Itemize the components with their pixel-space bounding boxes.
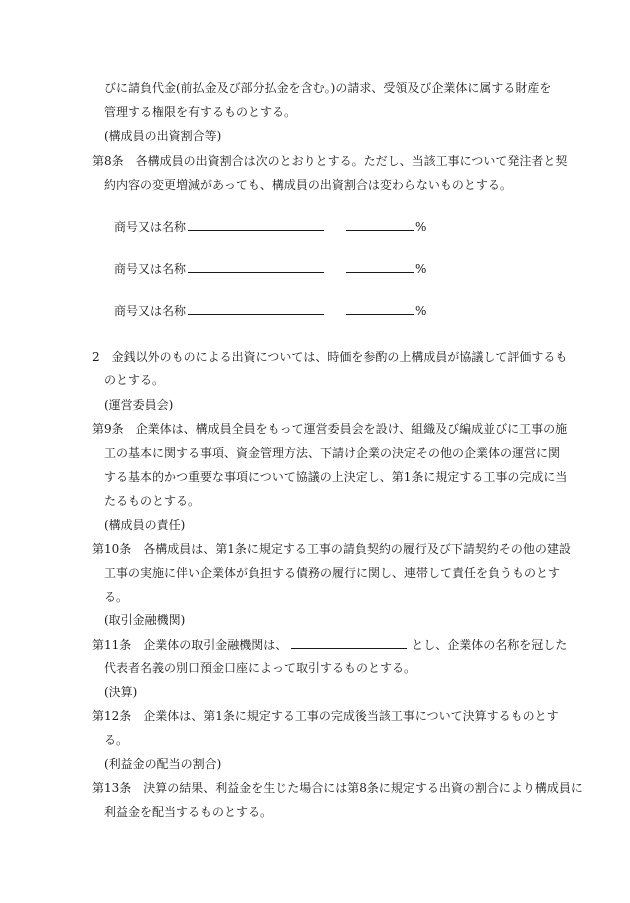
text-line: 約内容の変更増減があっても、構成員の出資割合は変わらないものとする。 [104,178,512,192]
share-percent-blank [346,302,414,315]
share-percent-blank [346,218,414,231]
text-line: 代表者名義の別口預金口座によって取引するものとする。 [104,661,417,675]
text-line: 利益金を配当するものとする。 [104,805,273,819]
share-row-label: 商号又は名称 [114,220,187,234]
section-heading: (決算) [104,685,138,699]
company-name-blank [188,260,324,273]
text-line: する基本的かつ重要な事項について協議の上決定し、第1条に規定する工事の完成に当 [104,470,568,484]
share-row [114,218,426,235]
article-8-line: 第8条 各構成員の出資割合は次のとおりとする。ただし、当該工事について発注者と契 [92,154,568,168]
company-name-blank [188,218,324,231]
text-line: 工の基本に関する事項、資金管理方法、下請け企業の決定その他の企業体の運営に関 [104,446,561,460]
section-heading: (利益金の配当の割合) [104,757,222,771]
article-11-suffix: とし、企業体の名称を冠した [411,638,568,652]
text-line: びに請負代金(前払金及び部分払金を含む。)の請求、受領及び企業体に属する財産を [104,81,552,95]
percent-sign: % [415,220,427,234]
bank-name-blank [291,636,407,649]
percent-sign: % [415,304,427,318]
share-percent-blank [346,260,414,273]
section-heading: (構成員の責任) [104,518,186,532]
share-row-label: 商号又は名称 [114,262,187,276]
share-row-label: 商号又は名称 [114,304,187,318]
company-name-blank [188,302,324,315]
paragraph-2-line: 2 金銭以外のものによる出資については、時価を参酌の上構成員が協議して評価するも [92,350,568,364]
section-heading: (運営委員会) [104,398,174,412]
article-10-line: 第10条 各構成員は、第1条に規定する工事の請負契約の履行及び下請契約その他の建設 [92,542,571,556]
share-row [114,302,426,319]
section-heading: (構成員の出資割合等) [104,129,222,143]
text-line: たるものとする。 [104,494,201,508]
text-line: る。 [104,590,129,604]
article-12-line: 第12条 企業体は、第1条に規定する工事の完成後当該工事について決算するものとす [92,709,559,723]
text-line: のとする。 [104,373,165,387]
percent-sign: % [415,262,427,276]
section-heading: (取引金融機関) [104,613,186,627]
text-line: 管理する権限を有するものとする。 [104,105,297,119]
share-row [114,260,426,277]
article-11-line [92,636,567,653]
text-line: る。 [104,733,129,747]
article-9-line: 第9条 企業体は、構成員全員をもって運営委員会を設け、組織及び編成並びに工事の施 [92,422,568,436]
article-11-prefix: 第11条 企業体の取引金融機関は、 [92,638,288,652]
article-13-line: 第13条 決算の結果、利益金を生じた場合には第8条に規定する出資の割合により構成員に [92,781,583,795]
text-line: 工事の実施に伴い企業体が負担する債務の履行に関し、連帯して責任を負うものとす [104,566,561,580]
